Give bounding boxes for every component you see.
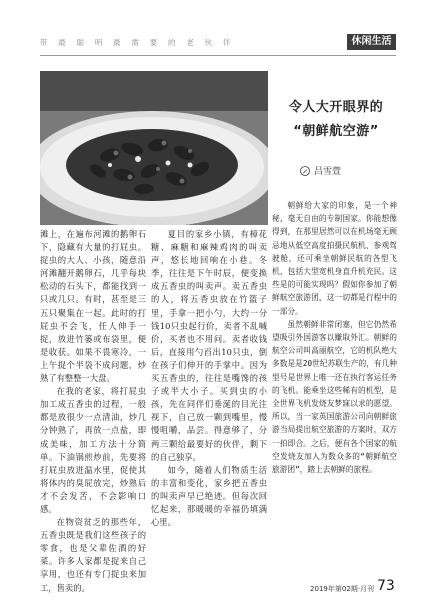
sidebar-title-line-2: “朝鲜航空游”: [293, 124, 379, 139]
food-photo: [40, 71, 268, 225]
sidebar-title-line-1: 令人大开眼界的: [288, 100, 384, 115]
article-paragraph: 在我的老家，将打屁虫加工成五香虫的过程，一般都是放很少一点清油，炒几分钟熟了，再放一点盐，即成美味，加工方法十分简单。下油锅煎炒前，先要将打屁虫放进温水里，促使其将体内的臭屁放完，炒熟后才不会发苦，不会影响口感。: [40, 386, 146, 514]
page-number: 73: [377, 578, 395, 594]
article-paragraph: 在物资贫乏的那些年，五香虫既是我们这些孩子的零食，也是父辈佐酒的好菜。许多人家都是捉来自己享用，也还有专门捉虫来加工，售卖的。: [40, 517, 146, 593]
header-divider: [40, 55, 396, 56]
header-motto: 带 最 聪 明 最 需 要 的 老 伙 伴: [40, 38, 235, 47]
pencil-icon: [300, 166, 310, 176]
author-byline: [300, 164, 380, 177]
article-column-2: [151, 228, 267, 529]
article-paragraph: 夏目的家乡小镇，有樟花糖、麻糖和麻辣鸡肉的叫卖声，悠长地回响在小巷。冬季，往往是下午时辰，便变换成五香虫的叫卖声。卖五香虫的人，将五香虫放在竹篮子里，手拿一把小勺，大约一分钱10只虫起行价，卖者不乱喊价，买者也不用问。卖者收钱后，直接用勺舀出10只虫，倒在孩子们伸开的手掌中。因为买五香虫的，往往是嘴馋的孩子或半大小子。买到虫的小孩，先在同伴们垂涎的目光注视下，自己放一颗到嘴里，慢慢咀嚼，品尝。得意够了，分两三颗给最要好的伙伴，剩下的自己独享。: [151, 229, 267, 462]
author-name: 吕雪萱: [314, 167, 342, 177]
sidebar-title: [272, 96, 400, 144]
sidebar-paragraph: 虽然朝鲜非常闭塞，但它仍然希望吸引外国游客以赚取外汇。朝鲜的航空公司叫高丽航空，它的机队绝大多数是是20世纪苏联生产的，有几种型号是世界上唯一还在执行客运任务的飞机。能乘坐这些稀有的机型，是全世界飞机发烧友梦寐以求的愿望。所以，当一家英国旅游公司向朝鲜旅游当局提出航空旅游的方案时，双方一拍即合。之后，便有各个国家的航空发烧友加入为数众多的“朝鲜航空旅游团”，踏上去朝鲜的旅程。: [272, 319, 397, 475]
section-badge: 休闲生活: [347, 34, 396, 50]
fried-bugs-plate-image: [40, 71, 268, 225]
article-column-1: [40, 228, 146, 595]
sidebar-paragraph: 朝鲜给大家的印象，是一个神秘、毫无自由的专制国家。你能想像得到，在那里居然可以在机场毫无顾忌地从低空高度拍摄民航机、参观驾驶舱，还可乘坐朝鲜民航的各型飞机，包括大型宽机身直升机充民。这些是的可能实现吗？假如你参加了朝鲜航空旅游团，这一切都是行程中的一部分。: [272, 201, 397, 316]
sidebar-column: [272, 199, 397, 476]
issue-label: 2019年第02期·月刊: [310, 585, 374, 593]
article-paragraph: 如今，随着人们物质生活的丰富和变化，家乡把五香虫的叫卖声早已绝迹。但每次回忆起来，那暖暖的幸福仍填满心里。: [151, 464, 267, 528]
article-paragraph: 滩上，在遍布河滩的鹅卵石下，隐藏有大量的打屁虫。捉虫的大人、小孩，随意沿河滩翻开鹅卵石，几乎每块松动的石头下，都能找到一只或几只。有时，甚至是三五只聚集在一起。此时的打屁虫不会飞，任人伸手一捉，放进竹篓或布袋里，便是收获。如果不畏寒冷，一上午捉个半袋不成问题，炒熟了有整整一大盘。: [40, 229, 146, 384]
